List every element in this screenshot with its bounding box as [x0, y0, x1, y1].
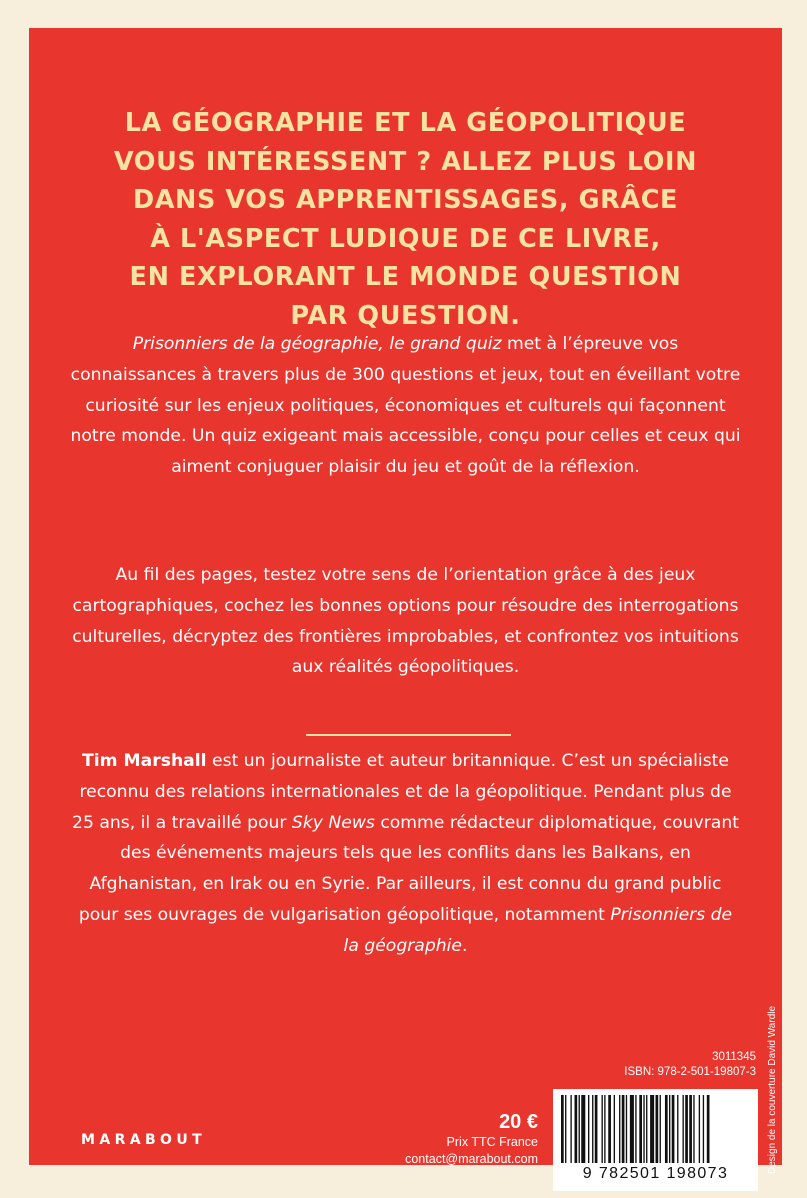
barcode-bar — [608, 1095, 611, 1163]
barcode-bar — [693, 1095, 694, 1163]
barcode-bar — [639, 1095, 642, 1163]
barcode-bar — [622, 1095, 625, 1163]
headline — [29, 104, 782, 335]
headline-line: PAR QUESTION. — [290, 300, 521, 331]
book-title: Prisonniers de la géographie — [343, 904, 733, 956]
headline-line: DANS VOS APPRENTISSAGES, GRÂCE — [132, 185, 679, 215]
cover-credit: Design de la couverture David Wardle — [767, 1005, 778, 1174]
barcode-bar — [592, 1095, 593, 1163]
barcode-bar — [650, 1095, 654, 1163]
barcode-bar — [619, 1095, 620, 1163]
price-note: Prix TTC France — [446, 1135, 538, 1149]
bio-text: est un journaliste et auteur britannique. C’est un spécialiste reconnu des relations internationales et de la géopolitique. Pendant plus de 25 ans, il a travaillé pour — [72, 751, 732, 833]
barcode-bar — [677, 1095, 678, 1163]
barcode — [553, 1089, 758, 1191]
headline-line: EN EXPLORANT LE MONDE QUESTION — [129, 262, 682, 292]
barcode-bar — [561, 1095, 564, 1163]
network-name: Sky News — [291, 812, 375, 833]
author-name: Tim Marshall — [82, 751, 207, 771]
headline-line: À L'ASPECT LUDIQUE DE CE LIVRE, — [150, 223, 661, 254]
barcode-bar — [699, 1095, 700, 1163]
bio-text: . — [461, 935, 468, 956]
barcode-bar — [635, 1095, 636, 1163]
price-amount: 20 € — [499, 1111, 538, 1133]
barcode-bars — [561, 1095, 750, 1163]
barcode-bar — [575, 1095, 578, 1163]
barcode-bar — [602, 1095, 603, 1163]
isbn: ISBN: 978-2-501-19807-3 — [624, 1066, 756, 1078]
product-codes — [529, 1050, 756, 1080]
headline-line: LA GÉOGRAPHIE ET LA GÉOPOLITIQUE — [124, 108, 687, 138]
barcode-bar — [588, 1095, 589, 1163]
author-bio — [69, 746, 742, 962]
headline-line: VOUS INTÉRESSENT ? ALLEZ PLUS LOIN — [113, 146, 698, 177]
barcode-bar — [669, 1095, 670, 1163]
product-code: 3011345 — [712, 1051, 756, 1063]
price-block — [349, 1110, 538, 1168]
barcode-bar — [665, 1095, 668, 1163]
barcode-bar — [672, 1095, 675, 1163]
barcode-bar — [643, 1095, 644, 1163]
barcode-bar — [565, 1095, 566, 1163]
barcode-bar — [703, 1095, 704, 1163]
contact-email: contact@marabout.com — [405, 1152, 538, 1166]
description-paragraph-1 — [69, 329, 742, 483]
bio-text: comme rédacteur diplomatique, couvrant des événements majeurs tels que les conflits dans les Balkans, en Afghanistan, en Irak ou en Syrie. Par ailleurs, il est connu du grand public pour ses ouvrages de vulgarisation géopolitique, notamment — [78, 812, 739, 925]
barcode-bar — [660, 1095, 661, 1163]
barcode-digits: 9 782501 198073 — [582, 1165, 729, 1182]
barcode-bar — [581, 1095, 585, 1163]
barcode-bar — [689, 1095, 692, 1163]
publisher-logo: MARABOUT — [81, 1132, 207, 1148]
barcode-bar — [595, 1095, 598, 1163]
barcode-bar — [683, 1095, 684, 1163]
barcode-bar — [707, 1095, 710, 1163]
barcode-bar — [656, 1095, 659, 1163]
description-paragraph-2: Au fil des pages, testez votre sens de l’orientation grâce à des jeux cartographiques, cochez les bonnes options pour résoudre des interrogations culturelles, décryptez des frontières improbables, et confrontez vos intuitions aux réalités géopolitiques. — [72, 565, 739, 678]
barcode-bar — [614, 1095, 615, 1163]
barcode-bar — [630, 1095, 634, 1163]
divider — [306, 734, 511, 736]
barcode-bar — [646, 1095, 647, 1163]
book-title: Prisonniers de la géographie, le grand quiz — [132, 334, 502, 354]
barcode-bar — [579, 1095, 580, 1163]
description-text: met à l’épreuve vos connaissances à travers plus de 300 questions et jeux, tout en éveillant votre curiosité sur les enjeux politiques, économiques et culturels qui façonnent notre monde. Un quiz exigeant mais accessible, conçu pour celles et ceux qui aiment conjuguer plaisir du jeu et goût de la réflexion. — [70, 334, 741, 478]
barcode-bar — [604, 1095, 605, 1163]
back-cover — [29, 28, 782, 1182]
barcode-bar — [626, 1095, 627, 1163]
barcode-bar — [685, 1095, 688, 1163]
barcode-bar — [570, 1095, 571, 1163]
